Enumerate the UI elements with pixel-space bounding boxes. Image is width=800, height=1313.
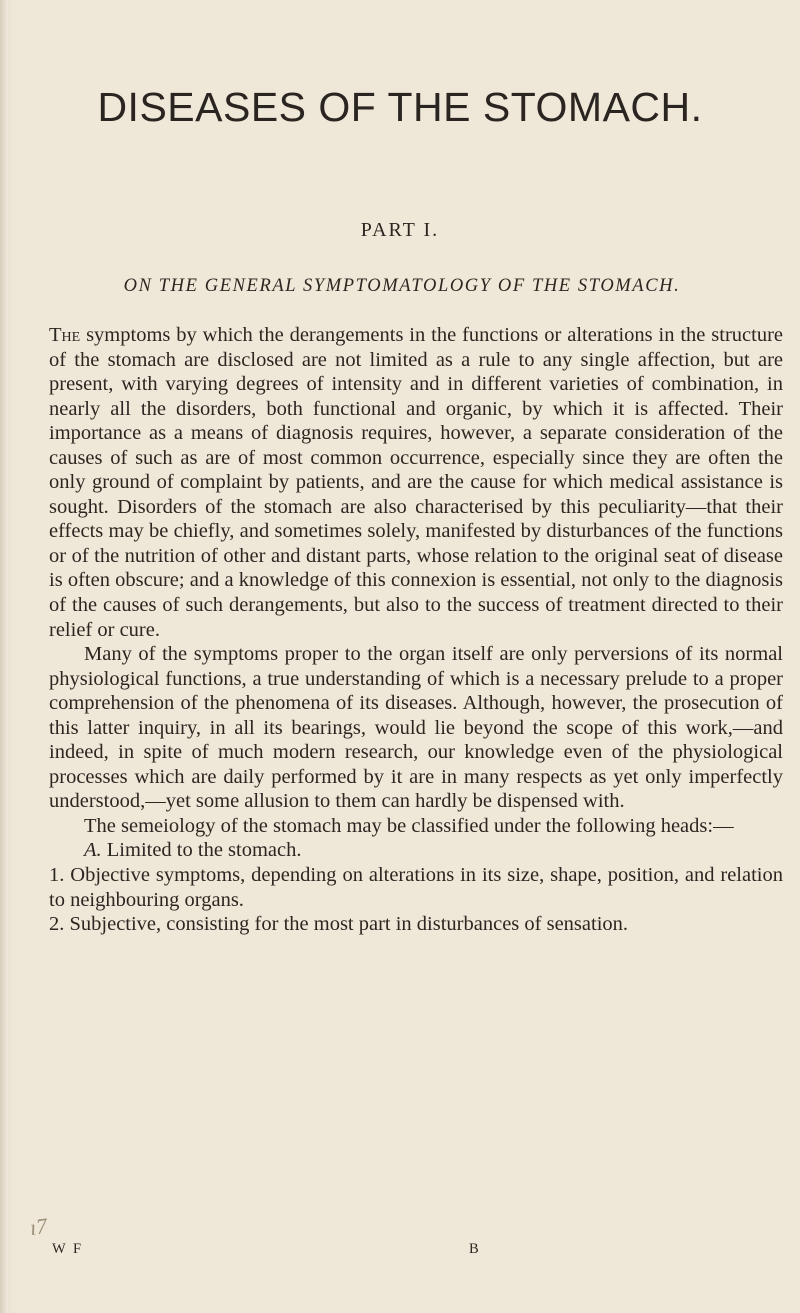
paragraph-lead-word: The [49, 324, 81, 346]
footer-signature: W F [52, 1241, 84, 1257]
list-text-a: Limited to the stomach. [101, 839, 302, 862]
list-item-a [49, 838, 783, 863]
footer-sheet-letter: B [469, 1241, 479, 1257]
page-title: DISEASES OF THE STOMACH. [97, 84, 703, 130]
page-edge-shadow [0, 0, 8, 1313]
paragraph-3: The semeiology of the stomach may be classified under the following heads:— [84, 814, 734, 837]
list-item-2: 2. Subjective, consisting for the most part in disturbances of sensation. [49, 913, 629, 936]
margin-pencil-mark: ı7 [28, 1212, 49, 1241]
paragraph-1 [49, 323, 783, 642]
paragraph-1-text: symptoms by which the derangements in the functions or alterations in the structure of the stomach are disclosed are not limited as a rule to any single affection, but are present, with varying degrees of intensity and in different varieties of combination, in nearly all the disorders, both functional and organic, by which it is affected. Their importance as a means of diagnosis requires, however, a separate consideration of the causes of such as are of most common occurrence, especially since they are often the only ground of complaint by patients, and are the cause for which medical assistance is sought. Disorders of the stomach are also characterised by this peculiarity—that their effects may be chiefly, and sometimes solely, manifested by disturbances of the functions or of the nutrition of other and distant parts, whose relation to the original seat of disease is often obscure; and a knowledge of this connexion is essential, not only to the diagnosis of the causes of such derangements, but also to the success of treatment directed to their relief or cure. [49, 324, 783, 641]
section-heading: ON THE GENERAL SYMPTOMATOLOGY OF THE STOMACH. [123, 276, 681, 296]
list-item-1: 1. Objective symptoms, depending on alterations in its size, shape, position, and relation to neighbouring organs. [49, 864, 783, 911]
body-text [49, 323, 783, 937]
list-marker-a: A. [84, 839, 102, 862]
part-heading: PART I. [360, 219, 440, 241]
paragraph-2: Many of the symptoms proper to the organ itself are only perversions of its normal physiological functions, a true understanding of which is a necessary prelude to a proper comprehension of the phenomena of its diseases. Although, however, the prosecution of this latter inquiry, in all its bearings, would lie beyond the scope of this work,—and indeed, in spite of much modern research, our knowledge even of the physiological processes which are daily performed by it are in many respects as yet only imperfectly understood,—yet some allusion to them can hardly be dispensed with. [49, 643, 783, 813]
